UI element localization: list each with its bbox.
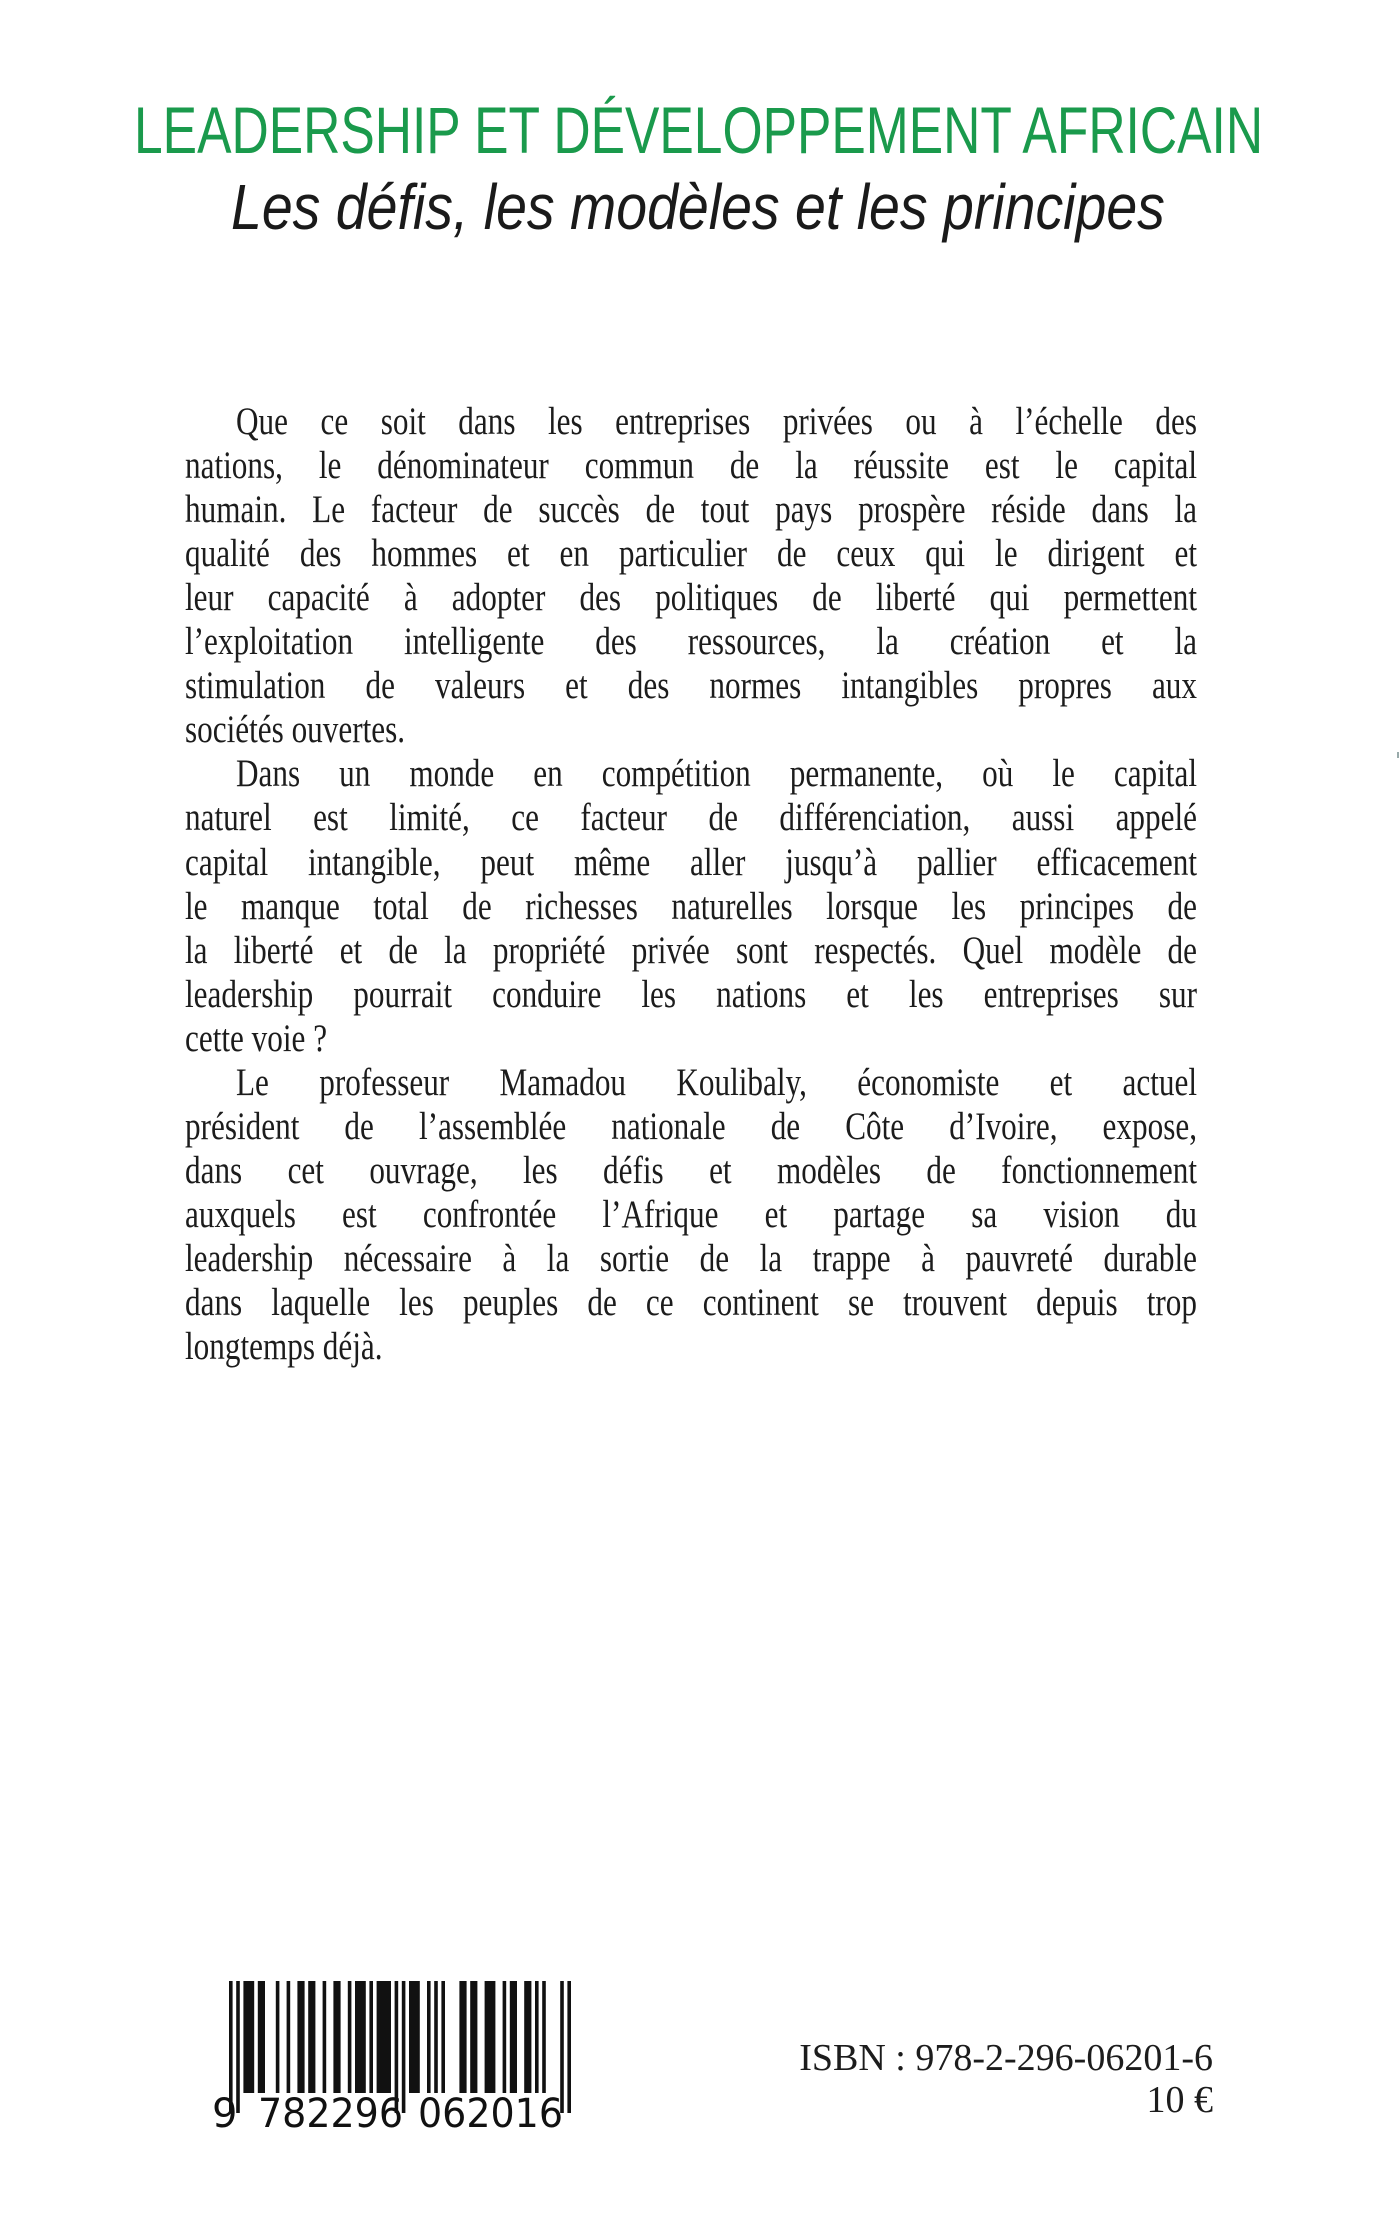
price-label: 10 € [1146,2079,1213,2121]
blurb-line: stimulation de valeurs et des normes intangibles propres aux [185,664,1197,708]
blurb-line: naturel est limité, ce facteur de différenciation, aussi appelé [185,796,1197,840]
barcode-bar [470,1981,477,2093]
blurb-line: longtemps déjà. [185,1325,383,1369]
blurb-line: le manque total de richesses naturelles lorsque les principes de [185,884,1197,928]
blurb-line: dans laquelle les peuples de ce continent se trouvent depuis trop [185,1281,1197,1324]
barcode-left-digits: 782296 [258,2091,403,2135]
blurb-line: leadership nécessaire à la sortie de la trappe à pauvreté durable [185,1236,1197,1280]
barcode-bar [459,1981,466,2093]
barcode-first-digit: 9 [212,2091,238,2135]
barcode-bar [524,1981,531,2093]
blurb-line: cette voie ? [185,1016,328,1060]
barcode-bar [333,1981,340,2093]
barcode-bar [542,1981,546,2093]
barcode-bar [535,1981,539,2093]
blurb-line: capital intangible, peut même aller jusqu’à pallier efficacement [185,840,1197,884]
blurb-line: président de l’assemblée nationale de Côte d’Ivoire, expose, [185,1104,1197,1148]
trim-mark [1397,752,1399,758]
barcode-bar [276,1981,280,2093]
barcode-bar [441,1981,445,2093]
barcode-bar [323,1981,327,2093]
blurb-line: dans cet ouvrage, les défis et modèles de fonctionnement [185,1148,1197,1192]
barcode-bar [434,1981,438,2093]
barcode-bar [287,1981,291,2093]
barcode-bar [377,1981,391,2093]
blurb-line: Dans un monde en compétition permanente, où le capital [236,752,1197,796]
blurb-line: qualité des hommes et en particulier de ceux qui le dirigent et [185,532,1197,576]
blurb-line: Le professeur Mamadou Koulibaly, économiste et actuel [236,1060,1197,1104]
barcode-bar [308,1981,315,2093]
blurb-line: l’exploitation intelligente des ressources, la création et la [185,620,1197,664]
barcode-bar [355,1981,366,2093]
book-title: LEADERSHIP ET DÉVELOPPEMENT AFRICAIN [134,93,1264,167]
barcode-bar [369,1981,373,2093]
barcode-guard-bar [567,1981,571,2113]
blurb-line: leadership pourrait conduire les nations et les entreprises sur [185,972,1197,1016]
barcode-bar [409,1981,420,2093]
blurb-line: auxquels est confrontée l’Afrique et partage sa vision du [185,1192,1197,1236]
blurb-line: la liberté et de la propriété privée sont respectés. Quel modèle de [185,928,1197,972]
blurb-line: humain. Le facteur de succès de tout pays prospère réside dans la [185,488,1197,532]
blurb-line: nations, le dénominateur commun de la réussite est le capital [185,444,1197,488]
barcode-bar [348,1981,352,2093]
barcode [200,1975,600,2135]
barcode-bar [510,1981,517,2093]
barcode-bar [485,1981,496,2093]
barcode-bar [258,1981,265,2093]
isbn-label: ISBN : 978-2-296-06201-6 [799,2037,1213,2079]
blurb-line: Que ce soit dans les entreprises privées ou à l’échelle des [236,400,1197,443]
barcode-bar [243,1981,254,2093]
blurb-line: sociétés ouvertes. [185,708,406,752]
barcode-bar [503,1981,507,2093]
book-subtitle: Les défis, les modèles et les principes [231,171,1165,243]
barcode-right-digits: 062016 [418,2091,563,2135]
barcode-bar [297,1981,304,2093]
blurb-line: leur capacité à adopter des politiques de liberté qui permettent [185,576,1197,620]
barcode-bar [427,1981,431,2093]
